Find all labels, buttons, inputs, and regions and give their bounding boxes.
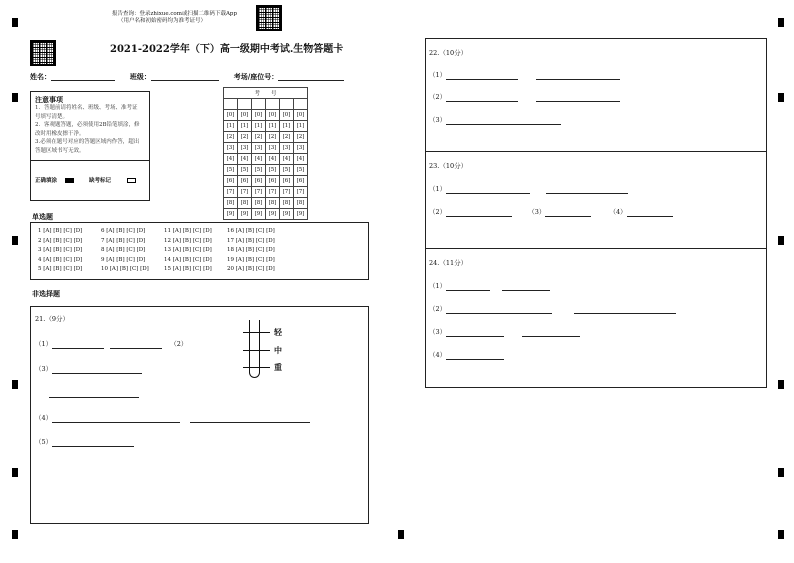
exam-digit-bubble[interactable]: [0] bbox=[266, 110, 280, 121]
exam-digit-bubble[interactable]: [8] bbox=[224, 198, 238, 209]
exam-digit-bubble[interactable]: [8] bbox=[294, 198, 308, 209]
class-label: 班级： bbox=[129, 72, 151, 81]
answer-line[interactable] bbox=[110, 339, 162, 349]
q22-part2 bbox=[429, 92, 620, 102]
part-label: （1） bbox=[429, 185, 447, 193]
q24-title: 24.（11分） bbox=[429, 259, 468, 267]
q21-title: 21.（9分） bbox=[35, 315, 69, 323]
exam-digit-bubble[interactable]: [8] bbox=[266, 198, 280, 209]
divider bbox=[31, 160, 149, 161]
exam-digit-bubble[interactable]: [1] bbox=[252, 121, 266, 132]
answer-line[interactable] bbox=[52, 437, 134, 447]
class-field[interactable] bbox=[151, 71, 219, 81]
mc-question[interactable]: 7 [A] [B] [C] [D] bbox=[101, 237, 146, 244]
exam-digit-bubble[interactable]: [6] bbox=[252, 176, 266, 187]
answer-line[interactable] bbox=[52, 413, 180, 423]
exam-number-header: 考 号 bbox=[224, 88, 308, 99]
exam-digit-bubble[interactable]: [3] bbox=[266, 143, 280, 154]
mc-question[interactable]: 18 [A] [B] [C] [D] bbox=[227, 247, 275, 254]
notes-list bbox=[35, 104, 140, 155]
exam-digit-bubble[interactable]: [9] bbox=[224, 209, 238, 220]
exam-digit-bubble[interactable]: [7] bbox=[266, 187, 280, 198]
exam-digit-bubble[interactable]: [1] bbox=[266, 121, 280, 132]
exam-digit-bubble[interactable]: [2] bbox=[266, 132, 280, 143]
report-notice: 报告查询：登录zhixue.com或扫描二维码下载App bbox=[112, 11, 237, 17]
mc-row bbox=[38, 265, 290, 275]
exam-digit-bubble[interactable]: [0] bbox=[224, 110, 238, 121]
exam-digit-bubble[interactable]: [0] bbox=[238, 110, 252, 121]
alignment-mark bbox=[12, 468, 18, 477]
exam-digit-bubble[interactable]: [9] bbox=[280, 209, 294, 220]
exam-digit-bubble[interactable]: [7] bbox=[224, 187, 238, 198]
answer-line[interactable] bbox=[446, 115, 561, 125]
q22-part3 bbox=[429, 115, 561, 125]
alignment-mark bbox=[12, 93, 18, 102]
note-line: 2．客观题答题，必须使用2B铅笔填涂，修 bbox=[35, 122, 140, 128]
part-label: （1） bbox=[429, 71, 447, 79]
exam-digit-row bbox=[224, 165, 308, 176]
exam-digit-bubble[interactable]: [4] bbox=[266, 154, 280, 165]
exam-digit-bubble[interactable]: [2] bbox=[224, 132, 238, 143]
answer-line[interactable] bbox=[446, 70, 518, 80]
part-label: （4） bbox=[609, 208, 627, 216]
q21-part3-second bbox=[49, 388, 139, 398]
notes-box bbox=[30, 91, 150, 201]
exam-digit-bubble[interactable]: [7] bbox=[238, 187, 252, 198]
answer-line[interactable] bbox=[522, 327, 580, 337]
exam-digit-bubble[interactable]: [9] bbox=[266, 209, 280, 220]
test-tube bbox=[249, 320, 260, 378]
part-label: （3） bbox=[429, 328, 447, 336]
part-label: （1） bbox=[35, 340, 53, 348]
q24-part3 bbox=[429, 327, 580, 337]
answer-line[interactable] bbox=[446, 92, 518, 102]
exam-digit-bubble[interactable]: [8] bbox=[238, 198, 252, 209]
exam-digit-bubble[interactable]: [3] bbox=[280, 143, 294, 154]
exam-digit-bubble[interactable]: [7] bbox=[280, 187, 294, 198]
right-answer-panel bbox=[425, 38, 767, 388]
exam-digit-row bbox=[224, 209, 308, 220]
exam-digit-bubble[interactable]: [0] bbox=[294, 110, 308, 121]
alignment-mark bbox=[12, 530, 18, 539]
exam-digit-bubble[interactable]: [7] bbox=[294, 187, 308, 198]
mc-question[interactable]: 13 [A] [B] [C] [D] bbox=[164, 247, 212, 254]
answer-line[interactable] bbox=[546, 184, 628, 194]
part-label: （2） bbox=[429, 305, 447, 313]
exam-digit-bubble[interactable]: [4] bbox=[294, 154, 308, 165]
exam-digit-bubble[interactable]: [5] bbox=[266, 165, 280, 176]
exam-digit-bubble[interactable]: [1] bbox=[224, 121, 238, 132]
mc-question[interactable]: 10 [A] [B] [C] [D] bbox=[101, 266, 149, 273]
answer-line[interactable] bbox=[446, 327, 504, 337]
exam-digit-bubble[interactable]: [9] bbox=[238, 209, 252, 220]
answer-line[interactable] bbox=[52, 364, 142, 374]
note-line: 3.必须在题号对应的答题区域内作答，超出 bbox=[35, 139, 140, 145]
exam-digit-bubble[interactable]: [9] bbox=[252, 209, 266, 220]
name-field[interactable] bbox=[51, 71, 115, 81]
mc-question[interactable]: 9 [A] [B] [C] [D] bbox=[101, 256, 146, 263]
answer-line[interactable] bbox=[49, 388, 139, 398]
note-line: 1．答题前请将姓名、班级、考场、准考证 bbox=[35, 105, 138, 111]
exam-digit-bubble[interactable]: [9] bbox=[294, 209, 308, 220]
mc-question[interactable]: 4 [A] [B] [C] [D] bbox=[38, 256, 83, 263]
exam-number-grid bbox=[223, 87, 308, 220]
seat-label: 考场/座位号： bbox=[233, 72, 279, 81]
mc-question[interactable]: 15 [A] [B] [C] [D] bbox=[164, 266, 212, 273]
alignment-mark bbox=[778, 530, 784, 539]
mc-question[interactable]: 12 [A] [B] [C] [D] bbox=[164, 237, 212, 244]
q24-part1 bbox=[429, 281, 550, 291]
exam-digit-row bbox=[224, 132, 308, 143]
question-21-box bbox=[30, 306, 369, 524]
q23-part1 bbox=[429, 184, 628, 194]
exam-digit-row bbox=[224, 198, 308, 209]
exam-digit-bubble[interactable]: [5] bbox=[280, 165, 294, 176]
part-label: （1） bbox=[429, 282, 447, 290]
answer-line[interactable] bbox=[52, 339, 104, 349]
mc-question[interactable]: 5 [A] [B] [C] [D] bbox=[38, 266, 83, 273]
band-label-medium: 中 bbox=[274, 345, 282, 355]
test-tube-diagram bbox=[243, 320, 303, 380]
exam-digit-bubble[interactable]: [6] bbox=[238, 176, 252, 187]
alignment-mark bbox=[12, 236, 18, 245]
divider bbox=[426, 151, 766, 152]
absent-mark-label: 缺考标记 bbox=[89, 178, 112, 184]
mc-question[interactable]: 3 [A] [B] [C] [D] bbox=[38, 247, 83, 254]
alignment-mark bbox=[12, 18, 18, 27]
part-label: （2） bbox=[429, 208, 447, 216]
note-line: 号填写清楚。 bbox=[35, 113, 69, 120]
exam-digit-bubble[interactable]: [2] bbox=[252, 132, 266, 143]
mc-question[interactable]: 11 [A] [B] [C] [D] bbox=[164, 228, 212, 234]
exam-digit-bubble[interactable]: [6] bbox=[280, 176, 294, 187]
exam-digit-row bbox=[224, 176, 308, 187]
mc-question[interactable]: 19 [A] [B] [C] [D] bbox=[227, 256, 275, 263]
report-notice-sub: （用户名和初始密码均为准考证号） bbox=[118, 18, 207, 24]
mc-row bbox=[38, 237, 290, 247]
exam-digit-row bbox=[224, 143, 308, 154]
band-label-heavy: 重 bbox=[274, 362, 282, 372]
answer-line[interactable] bbox=[536, 92, 620, 102]
part-label: （4） bbox=[35, 414, 53, 422]
mc-question[interactable]: 8 [A] [B] [C] [D] bbox=[101, 247, 146, 254]
mc-question[interactable]: 20 [A] [B] [C] [D] bbox=[227, 266, 275, 273]
q23-part2 bbox=[429, 207, 673, 217]
sheet-qr-code bbox=[30, 40, 56, 66]
band-line bbox=[243, 332, 270, 333]
part-label: （3） bbox=[429, 116, 447, 124]
answer-line[interactable] bbox=[446, 281, 490, 291]
mc-row bbox=[38, 246, 290, 256]
alignment-mark bbox=[778, 236, 784, 245]
exam-digit-bubble[interactable]: [7] bbox=[252, 187, 266, 198]
exam-digit-bubble[interactable]: [0] bbox=[280, 110, 294, 121]
answer-line[interactable] bbox=[502, 281, 550, 291]
answer-line[interactable] bbox=[574, 304, 676, 314]
note-line: 改时用橡皮擦干净。 bbox=[35, 130, 85, 137]
exam-digit-row bbox=[224, 154, 308, 165]
mc-question[interactable]: 1 [A] [B] [C] [D] bbox=[38, 228, 83, 234]
exam-digit-bubble[interactable]: [5] bbox=[252, 165, 266, 176]
page-title: 2021-2022学年（下）高一级期中考试.生物答题卡 bbox=[110, 44, 344, 55]
band-line bbox=[243, 350, 270, 351]
exam-digit-bubble[interactable]: [3] bbox=[252, 143, 266, 154]
exam-digit-bubble[interactable]: [3] bbox=[238, 143, 252, 154]
q23-title: 23.（10分） bbox=[429, 162, 468, 170]
exam-digit-bubble[interactable]: [1] bbox=[280, 121, 294, 132]
mc-question[interactable]: 17 [A] [B] [C] [D] bbox=[227, 237, 275, 244]
exam-digit-bubble[interactable]: [0] bbox=[252, 110, 266, 121]
exam-digit-bubble[interactable]: [1] bbox=[294, 121, 308, 132]
part-label: （5） bbox=[35, 438, 53, 446]
non-choice-title: 非选择题 bbox=[32, 289, 60, 298]
part-label: （4） bbox=[429, 351, 447, 359]
exam-digit-bubble[interactable]: [8] bbox=[252, 198, 266, 209]
exam-digit-bubble[interactable]: [8] bbox=[280, 198, 294, 209]
q21-part4 bbox=[35, 413, 310, 423]
note-line: 答题区域书写无效。 bbox=[35, 147, 85, 154]
band-label-light: 轻 bbox=[274, 327, 282, 337]
alignment-mark bbox=[398, 530, 404, 539]
download-qr-code bbox=[256, 5, 282, 31]
exam-digit-bubble[interactable]: [6] bbox=[266, 176, 280, 187]
answer-line[interactable] bbox=[536, 70, 620, 80]
exam-digit-row bbox=[224, 110, 308, 121]
part-label: （2） bbox=[170, 340, 188, 348]
q22-title: 22.（10分） bbox=[429, 49, 468, 57]
exam-digit-bubble[interactable]: [1] bbox=[238, 121, 252, 132]
exam-digit-bubble[interactable]: [4] bbox=[280, 154, 294, 165]
mc-row bbox=[38, 256, 290, 266]
alignment-mark bbox=[12, 380, 18, 389]
exam-digit-bubble[interactable]: [3] bbox=[294, 143, 308, 154]
name-label: 姓名： bbox=[30, 72, 51, 81]
mc-question[interactable]: 16 [A] [B] [C] [D] bbox=[227, 228, 275, 234]
exam-digit-bubble[interactable]: [2] bbox=[294, 132, 308, 143]
single-choice-box bbox=[30, 222, 369, 280]
alignment-mark bbox=[778, 468, 784, 477]
answer-line[interactable] bbox=[446, 350, 504, 360]
alignment-mark bbox=[778, 93, 784, 102]
q24-part2 bbox=[429, 304, 676, 314]
absent-mark-checkbox[interactable] bbox=[127, 178, 136, 183]
exam-digit-bubble[interactable]: [5] bbox=[224, 165, 238, 176]
answer-line[interactable] bbox=[446, 207, 512, 217]
exam-digit-bubble[interactable]: [6] bbox=[294, 176, 308, 187]
part-label: （3） bbox=[35, 365, 53, 373]
exam-digit-bubble[interactable]: [6] bbox=[224, 176, 238, 187]
q22-part1 bbox=[429, 70, 620, 80]
correct-fill-label: 正确填涂 bbox=[35, 178, 58, 184]
answer-line[interactable] bbox=[627, 207, 673, 217]
single-choice-title: 单选题 bbox=[32, 212, 53, 221]
notes-title: 注意事项 bbox=[35, 95, 63, 104]
exam-digit-bubble[interactable]: [2] bbox=[238, 132, 252, 143]
answer-line[interactable] bbox=[190, 413, 310, 423]
part-label: （2） bbox=[429, 93, 447, 101]
q21-part3 bbox=[35, 364, 142, 374]
mc-question[interactable]: 2 [A] [B] [C] [D] bbox=[38, 237, 83, 244]
exam-digit-bubble[interactable]: [4] bbox=[238, 154, 252, 165]
exam-digit-bubble[interactable]: [2] bbox=[280, 132, 294, 143]
answer-line[interactable] bbox=[446, 304, 552, 314]
mc-question[interactable]: 6 [A] [B] [C] [D] bbox=[101, 228, 146, 234]
correct-fill-sample bbox=[65, 178, 74, 183]
exam-digit-bubble[interactable]: [3] bbox=[224, 143, 238, 154]
q21-part5 bbox=[35, 437, 134, 447]
q24-part4 bbox=[429, 350, 504, 360]
exam-digit-bubble[interactable]: [5] bbox=[294, 165, 308, 176]
answer-line[interactable] bbox=[446, 184, 530, 194]
exam-digit-bubble[interactable]: [5] bbox=[238, 165, 252, 176]
q21-part1 bbox=[35, 339, 187, 349]
seat-field[interactable] bbox=[278, 71, 344, 81]
alignment-mark bbox=[778, 18, 784, 27]
mc-question[interactable]: 14 [A] [B] [C] [D] bbox=[164, 256, 212, 263]
exam-digit-bubble[interactable]: [4] bbox=[252, 154, 266, 165]
exam-digit-row bbox=[224, 187, 308, 198]
alignment-mark bbox=[778, 380, 784, 389]
answer-line[interactable] bbox=[545, 207, 591, 217]
band-line bbox=[243, 367, 270, 368]
divider bbox=[426, 248, 766, 249]
mc-row bbox=[38, 227, 290, 237]
part-label: （3） bbox=[528, 208, 546, 216]
exam-digit-row bbox=[224, 121, 308, 132]
student-info-row bbox=[30, 71, 344, 81]
exam-digit-bubble[interactable]: [4] bbox=[224, 154, 238, 165]
